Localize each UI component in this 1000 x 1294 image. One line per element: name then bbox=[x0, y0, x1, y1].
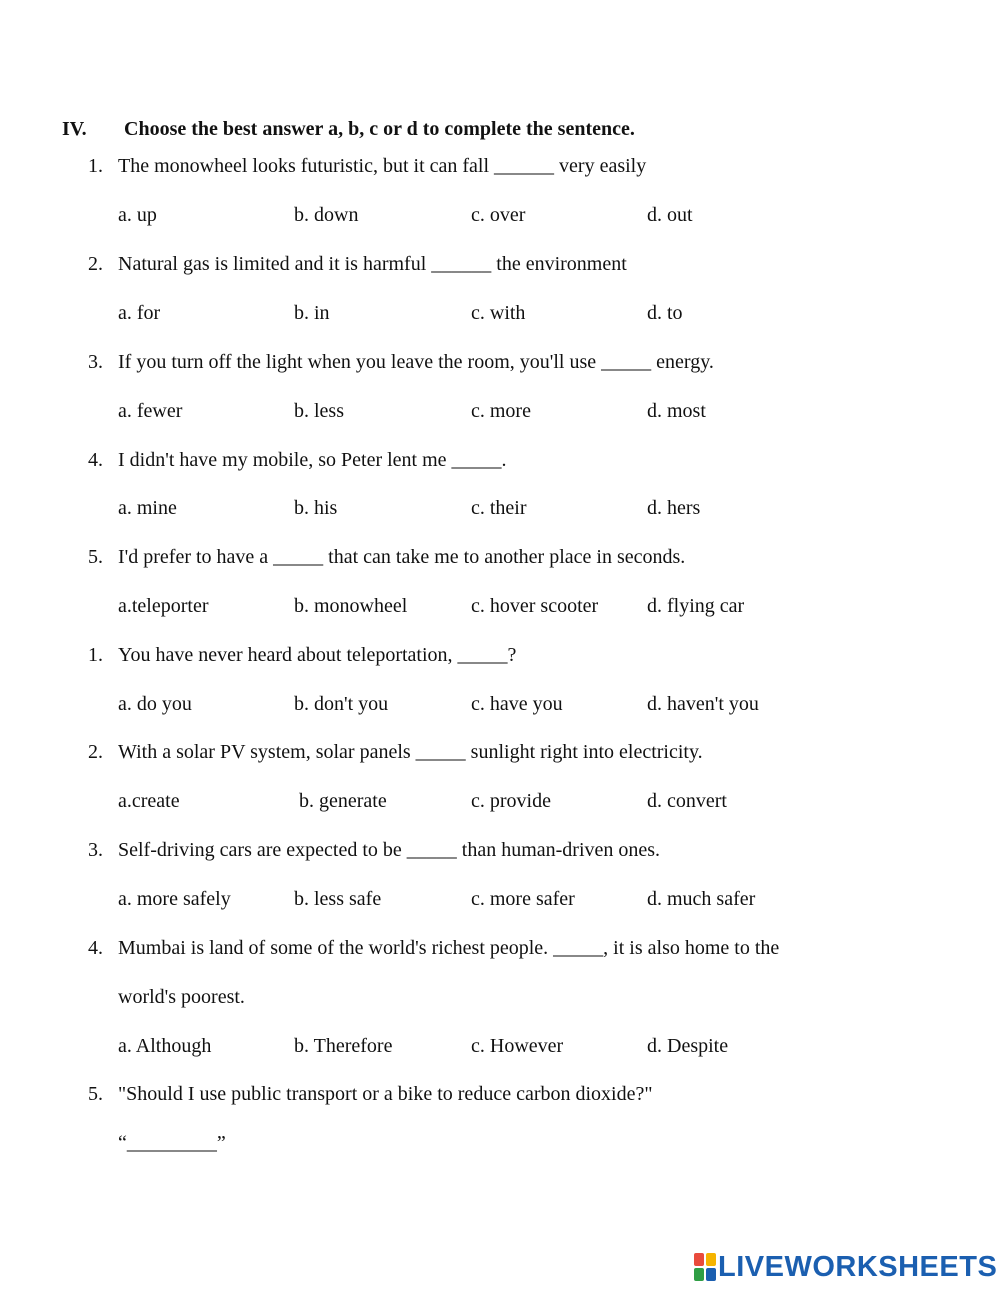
option-b[interactable]: b. in bbox=[294, 302, 330, 324]
question-text: Natural gas is limited and it is harmful ______ the environment bbox=[118, 253, 627, 275]
question-number: 1. bbox=[88, 155, 103, 177]
option-c[interactable]: c. However bbox=[471, 1035, 564, 1057]
question-text: The monowheel looks futuristic, but it can fall ______ very easily bbox=[118, 155, 647, 177]
question-number: 1. bbox=[88, 644, 103, 666]
option-a[interactable]: a.teleporter bbox=[118, 595, 209, 617]
option-c[interactable]: c. more bbox=[471, 400, 531, 422]
question-number: 4. bbox=[88, 449, 103, 471]
option-c[interactable]: c. with bbox=[471, 302, 526, 324]
option-d[interactable]: d. much safer bbox=[647, 888, 756, 910]
option-a[interactable]: a. up bbox=[118, 204, 157, 226]
option-b[interactable]: b. monowheel bbox=[294, 595, 408, 617]
option-c[interactable]: c. provide bbox=[471, 790, 551, 812]
option-b[interactable]: b. less bbox=[294, 400, 344, 422]
option-d[interactable]: d. flying car bbox=[647, 595, 745, 617]
option-b[interactable]: b. his bbox=[294, 497, 338, 519]
question-number: 3. bbox=[88, 351, 103, 373]
question-text: Self-driving cars are expected to be _____ than human-driven ones. bbox=[118, 839, 661, 861]
option-d[interactable]: d. out bbox=[647, 204, 693, 226]
option-d[interactable]: d. convert bbox=[647, 790, 727, 812]
question-number: 5. bbox=[88, 546, 103, 568]
option-a[interactable]: a. do you bbox=[118, 693, 192, 715]
option-b[interactable]: b. down bbox=[294, 204, 359, 226]
question-text: I didn't have my mobile, so Peter lent me _____. bbox=[118, 449, 507, 471]
section-title: Choose the best answer a, b, c or d to complete the sentence. bbox=[124, 118, 635, 140]
question-number: 2. bbox=[88, 253, 103, 275]
option-c[interactable]: c. more safer bbox=[471, 888, 575, 910]
question-number: 4. bbox=[88, 937, 103, 959]
option-a[interactable]: a. mine bbox=[118, 497, 177, 519]
option-b[interactable]: b. don't you bbox=[294, 693, 389, 715]
question-text: I'd prefer to have a _____ that can take me to another place in seconds. bbox=[118, 546, 686, 568]
question-text: If you turn off the light when you leave the room, you'll use _____ energy. bbox=[118, 351, 714, 373]
question-number: 5. bbox=[88, 1083, 103, 1105]
question-number: 3. bbox=[88, 839, 103, 861]
logo-text: LIVEWORKSHEETS bbox=[718, 1250, 998, 1283]
question-text: With a solar PV system, solar panels _____ sunlight right into electricity. bbox=[118, 741, 703, 763]
option-a[interactable]: a. for bbox=[118, 302, 161, 324]
question-text: "Should I use public transport or a bike to reduce carbon dioxide?" bbox=[118, 1083, 653, 1105]
option-d[interactable]: d. to bbox=[647, 302, 683, 324]
option-c[interactable]: c. have you bbox=[471, 693, 563, 715]
option-b[interactable]: b. less safe bbox=[294, 888, 382, 910]
option-a[interactable]: a. fewer bbox=[118, 400, 183, 422]
option-c[interactable]: c. their bbox=[471, 497, 527, 519]
question-text: Mumbai is land of some of the world's richest people. _____, it is also home to the bbox=[118, 937, 780, 959]
option-b[interactable]: b. Therefore bbox=[294, 1035, 393, 1057]
question-text: You have never heard about teleportation, _____? bbox=[118, 644, 517, 666]
question-number: 2. bbox=[88, 741, 103, 763]
option-b[interactable]: b. generate bbox=[299, 790, 387, 812]
liveworksheets-logo bbox=[694, 1250, 997, 1284]
question-text-continued: world's poorest. bbox=[118, 986, 245, 1008]
option-a[interactable]: a.create bbox=[118, 790, 180, 812]
option-d[interactable]: d. haven't you bbox=[647, 693, 759, 715]
option-a[interactable]: a. more safely bbox=[118, 888, 231, 910]
logo-blocks-icon bbox=[694, 1253, 716, 1281]
section-number: IV. bbox=[62, 118, 87, 140]
option-a[interactable]: a. Although bbox=[118, 1035, 212, 1057]
answer-blank[interactable]: “_________” bbox=[118, 1132, 226, 1154]
option-c[interactable]: c. hover scooter bbox=[471, 595, 599, 617]
option-d[interactable]: d. Despite bbox=[647, 1035, 729, 1057]
option-d[interactable]: d. hers bbox=[647, 497, 701, 519]
option-d[interactable]: d. most bbox=[647, 400, 706, 422]
option-c[interactable]: c. over bbox=[471, 204, 526, 226]
section-heading bbox=[62, 118, 635, 141]
